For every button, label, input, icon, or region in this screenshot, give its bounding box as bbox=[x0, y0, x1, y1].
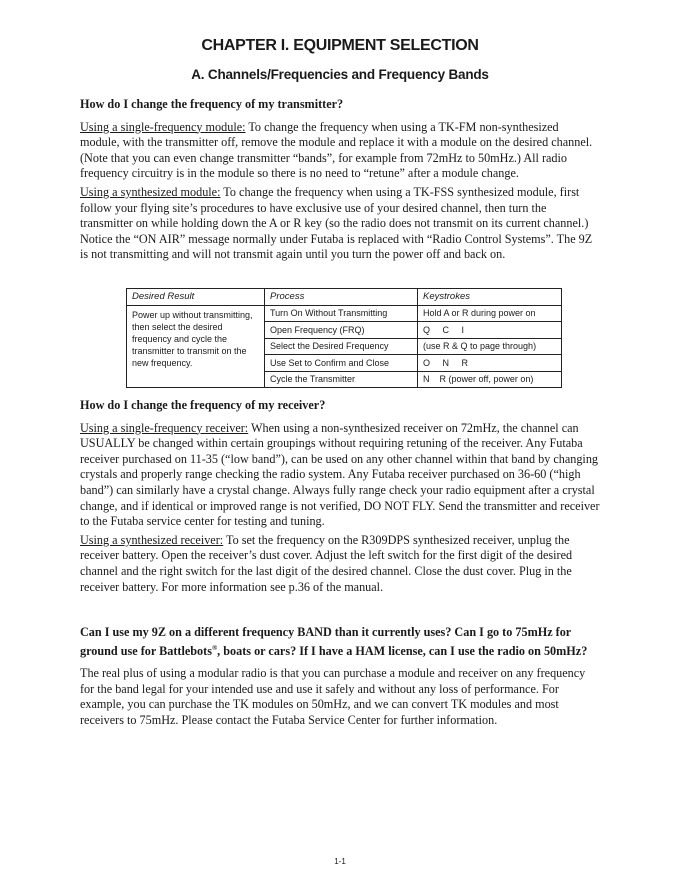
q3-question-part-b: , boats or cars? If I have a HAM license, can I use the radio on 50mHz? bbox=[217, 643, 588, 658]
keystroke-cell: O N R bbox=[418, 355, 562, 372]
keystroke-cell: (use R & Q to page through) bbox=[418, 338, 562, 355]
q1-paragraph-2 bbox=[80, 185, 600, 263]
keystroke-cell: Hold A or R during power on bbox=[418, 305, 562, 322]
q1-block bbox=[80, 97, 600, 263]
q2-p1-text: When using a non-synthesized receiver on 72mHz, the channel can USUALLY be changed within certain groupings without requiring retuning of the receiver. Any Futaba receiver purchased on 11-35 (“low band”), can be used on any other channel within that band by changing crystals and properly range checking the radio system. Any Futaba receiver purchased on 36-60 (“high band”) can similarly have a crystal change. Always fully range check your radio equipment after a crystal change, and if identical or improved range is not verified, DO NOT FLY. Send the transmitter and receiver to the Futaba service center for testing and tuning. bbox=[80, 420, 600, 529]
q1-question: How do I change the frequency of my transmitter? bbox=[80, 97, 344, 111]
q2-p2-label: Using a synthesized receiver: bbox=[80, 532, 224, 547]
header-process: Process bbox=[265, 289, 418, 306]
q2-p2-text: To set the frequency on the R309DPS synthesized receiver, unplug the receiver battery. Open the receiver’s dust cover. Adjust the left switch for the first digit of the desired channel and the right switch for the last digit of the desired channel. Close the dust cover. Plug in the receiver battery. For more information see p.36 of the manual. bbox=[80, 532, 573, 594]
header-keystrokes: Keystrokes bbox=[418, 289, 562, 306]
section-title: A. Channels/Frequencies and Frequency Bands bbox=[191, 67, 489, 82]
q2-paragraph-2 bbox=[80, 533, 600, 595]
q2-p1-label: Using a single-frequency receiver: bbox=[80, 420, 249, 435]
page-number: 1-1 bbox=[334, 857, 346, 866]
q2-paragraph-1 bbox=[80, 421, 600, 530]
process-cell: Open Frequency (FRQ) bbox=[265, 322, 418, 339]
process-cell: Cycle the Transmitter bbox=[265, 371, 418, 388]
process-cell: Select the Desired Frequency bbox=[265, 338, 418, 355]
q1-p2-label: Using a synthesized module: bbox=[80, 184, 221, 199]
q3-question bbox=[80, 625, 600, 659]
chapter-title: CHAPTER I. EQUIPMENT SELECTION bbox=[201, 37, 479, 54]
table-header-row bbox=[127, 289, 562, 306]
keystroke-cell: Q C I bbox=[418, 322, 562, 339]
process-cell: Use Set to Confirm and Close bbox=[265, 355, 418, 372]
registered-mark: ® bbox=[211, 643, 218, 652]
desired-result-cell: Power up without transmitting, then select the desired frequency and cycle the transmitter to transmit on the new frequency. bbox=[127, 305, 265, 388]
keystroke-cell: N R (power off, power on) bbox=[418, 371, 562, 388]
q1-paragraph-1 bbox=[80, 120, 600, 182]
process-cell: Turn On Without Transmitting bbox=[265, 305, 418, 322]
q1-p1-label: Using a single-frequency module: bbox=[80, 119, 246, 134]
q1-p2-text: To change the frequency when using a TK-FSS synthesized module, first follow your flying site’s procedures to have exclusive use of your desired channel, then turn the transmitter on while holding down the A or R key (so the radio does not transmit on its current channel.) Notice the “ON AIR” message normally under Futaba is replaced with “Radio Control Systems”. The 9Z is not transmitting and will not transmit again until you turn the power off and back on. bbox=[80, 184, 593, 262]
q2-block bbox=[80, 398, 600, 595]
q3-block bbox=[80, 625, 600, 729]
q3-question-part-a: Can I use my 9Z on a different frequency BAND than it currently uses? Can I go to 75mHz for ground use for Battlebots bbox=[80, 625, 571, 658]
q1-p1-text: To change the frequency when using a TK-FM non-synthesized module, with the transmitter off, remove the module and replace it with a module on the desired channel. (Note that you can even change transmitter “bands”, for example from 72mHz to 50mHz.) All radio frequency circuitry is in the module so there is no need to “retune” after a module change. bbox=[80, 119, 593, 181]
header-desired-result: Desired Result bbox=[127, 289, 265, 306]
q3-answer: The real plus of using a modular radio is that you can purchase a module and receiver on any frequency for the band legal for your intended use and use it safely and without any loss of performance. For example, you can purchase the TK modules on 50mHz, and we can convert TK modules and most receivers to 75mHz. Please contact the Futaba Service Center for further information. bbox=[80, 666, 586, 728]
keystroke-table bbox=[126, 288, 562, 388]
table-row bbox=[127, 305, 562, 322]
q2-question: How do I change the frequency of my receiver? bbox=[80, 398, 326, 412]
